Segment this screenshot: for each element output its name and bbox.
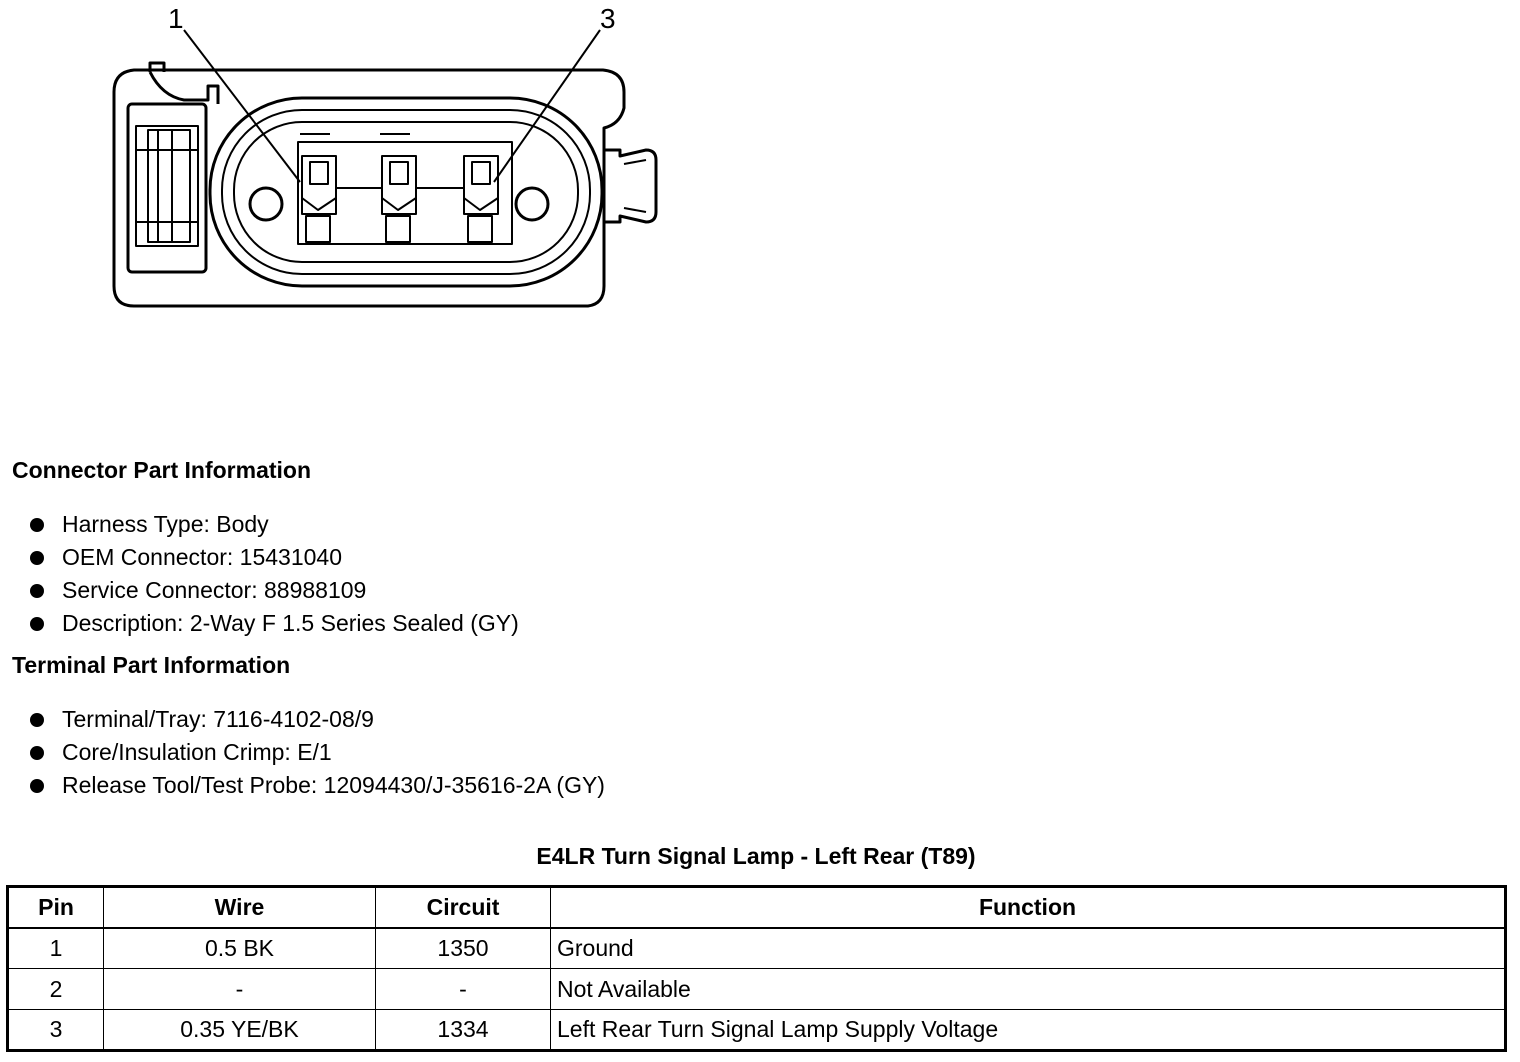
column-header-function: Function [551, 887, 1506, 928]
list-item-text: Harness Type: Body [62, 511, 269, 537]
list-item-text: Terminal/Tray: 7116-4102-08/9 [62, 706, 374, 732]
bullet-icon [30, 584, 44, 598]
list-item [28, 770, 605, 803]
bullet-icon [30, 779, 44, 793]
callout-label-1: 1 [168, 3, 184, 34]
cell-function: Not Available [551, 969, 1506, 1010]
list-item [28, 542, 519, 575]
bullet-icon [30, 551, 44, 565]
column-header-circuit: Circuit [376, 887, 551, 928]
list-item [28, 608, 519, 641]
table-row [8, 969, 1506, 1010]
table-row [8, 1010, 1506, 1051]
cell-wire: - [104, 969, 376, 1010]
terminal-info-heading: Terminal Part Information [12, 652, 291, 678]
terminal-info-list [28, 704, 605, 803]
cell-function: Left Rear Turn Signal Lamp Supply Voltage [551, 1010, 1506, 1051]
alignment-hole-right [516, 188, 548, 220]
side-tab [604, 150, 656, 222]
table-title: E4LR Turn Signal Lamp - Left Rear (T89) [536, 843, 976, 869]
table-row [8, 928, 1506, 969]
connector-info-list [28, 509, 519, 641]
cell-pin: 3 [8, 1010, 104, 1051]
list-item [28, 704, 605, 737]
list-item [28, 575, 519, 608]
callout-label-3: 3 [600, 3, 616, 34]
pinout-table [6, 885, 1507, 1052]
bullet-icon [30, 746, 44, 760]
list-item-text: Core/Insulation Crimp: E/1 [62, 739, 332, 765]
list-item-text: OEM Connector: 15431040 [62, 544, 343, 570]
cell-circuit: 1350 [376, 928, 551, 969]
bullet-icon [30, 617, 44, 631]
cell-pin: 2 [8, 969, 104, 1010]
cell-circuit: - [376, 969, 551, 1010]
cell-wire: 0.5 BK [104, 928, 376, 969]
list-item [28, 509, 519, 542]
list-item [28, 737, 605, 770]
list-item-text: Release Tool/Test Probe: 12094430/J-35616-2A (GY) [62, 772, 605, 798]
bullet-icon [30, 713, 44, 727]
cell-function: Ground [551, 928, 1506, 969]
connector-info-heading: Connector Part Information [12, 457, 312, 483]
terminal-cavity-1 [302, 156, 336, 242]
connector-face-diagram [0, 0, 700, 330]
cell-wire: 0.35 YE/BK [104, 1010, 376, 1051]
table-header-row [8, 887, 1506, 928]
terminal-cavity-2 [382, 156, 416, 242]
list-item-text: Description: 2-Way F 1.5 Series Sealed (GY) [62, 610, 519, 636]
column-header-pin: Pin [8, 887, 104, 928]
bullet-icon [30, 518, 44, 532]
cell-circuit: 1334 [376, 1010, 551, 1051]
terminal-cavity-3 [464, 156, 498, 242]
alignment-hole-left [250, 188, 282, 220]
cell-pin: 1 [8, 928, 104, 969]
column-header-wire: Wire [104, 887, 376, 928]
list-item-text: Service Connector: 88988109 [62, 577, 367, 603]
